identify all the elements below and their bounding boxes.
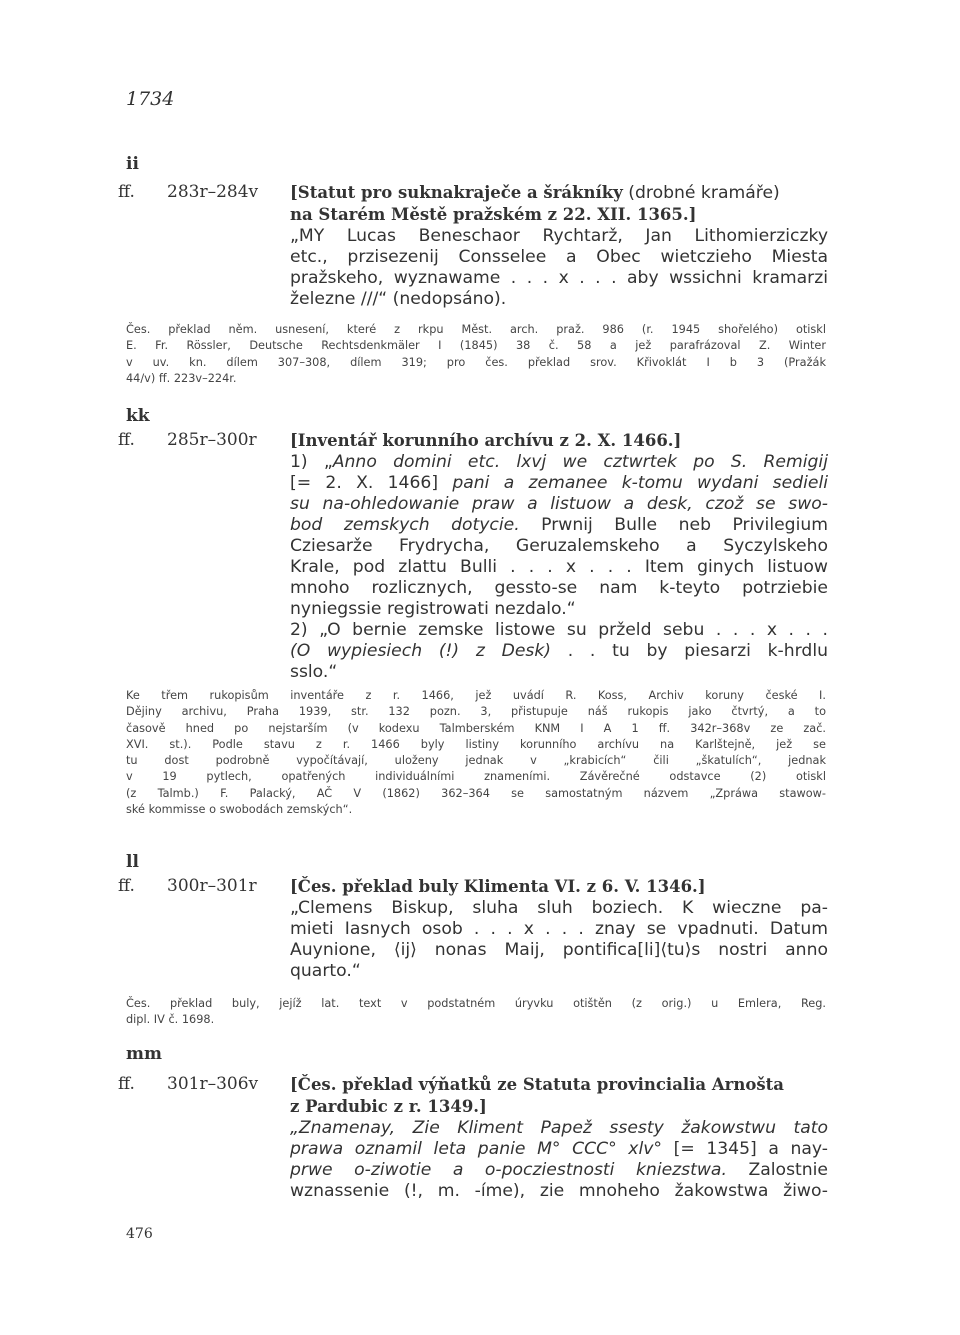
note-line: Dějiny archivu, Praha 1939, str. 132 pozn. 3, přistupuje náš rukopis jako čtvrtý, a to — [126, 705, 826, 719]
entry-body-ii — [290, 182, 828, 310]
entry-title: [Inventář korunního archívu z 2. X. 1466.] — [290, 431, 682, 450]
text-line: mieti Iasnych osob . . . x . . . znay se vpadnuti. Datum — [290, 919, 828, 939]
entry-title: [Čes. překlad výňatků ze Statuta provincialia Arnošta — [290, 1075, 784, 1094]
folio-range: 285r–300r — [167, 430, 257, 450]
text-line: „MY Lucas Beneschaor Rychtarž, Jan Lithomierziczky — [290, 226, 828, 246]
folio-range: 283r–284v — [167, 182, 259, 202]
note-line: Čes. překlad něm. usnesení, které z rkpu Měst. arch. praž. 986 (r. 1945 shořelého) otiskl — [126, 323, 826, 336]
note-line: v uv. kn. dílem 307–308, dílem 319; pro čes. překlad srov. Křivoklát I b 3 (Pražák — [126, 355, 826, 369]
folio-label: ff. — [118, 1074, 135, 1094]
note-line: Ke třem rukopisům inventáře z r. 1466, jež uvádí R. Koss, Archiv koruny české I. — [126, 689, 826, 702]
text-line: Cziesarže Frydrycha, Geruzalemskeho a Syczylskeho — [290, 536, 828, 556]
folio-label: ff. — [118, 876, 135, 896]
folio-label: ff. — [118, 430, 135, 450]
entry-body-ll — [290, 876, 828, 982]
note-line: dipl. IV č. 1698. — [126, 1013, 215, 1027]
text-line: „Clemens Biskup, sluha sluh boziech. K wieczne pa- — [290, 898, 828, 918]
entry-id-kk: kk — [126, 406, 150, 426]
folio-range: 301r–306v — [167, 1074, 259, 1094]
text-line: (O wypiesiech (!) z Desk) . . tu by piesarzi k-hrdlu — [290, 641, 828, 661]
text-line: železne ///“ (nedopsáno). — [290, 289, 507, 309]
text-line: su na-ohledowanie praw a listuow a desk, czož se swo- — [290, 494, 828, 514]
entry-title-suffix: (drobné kramáře) — [622, 183, 780, 203]
note-line: časově hned po nejstarším (v kodexu Talmberském KNM I A 1 ff. 342r–368v ze zač. — [126, 721, 826, 735]
text-line: pražskeho, wyznawame . . . x . . . aby wssichni kramarzi — [290, 268, 828, 288]
page-number-header: 1734 — [126, 88, 175, 110]
text-line: quarto.“ — [290, 961, 361, 981]
text-line: Krale, pod zlattu Bulli . . . x . . . Item ginych listuow — [290, 557, 828, 577]
entry-note-kk — [126, 688, 826, 818]
note-line: E. Fr. Rössler, Deutsche Rechtsdenkmäler I (1845) 38 č. 58 a jež parafrázoval Z. Winter — [126, 339, 826, 353]
entry-note-ll — [126, 996, 826, 1029]
text-line: nyniegssie registrowati nezdalo.“ — [290, 599, 576, 619]
text-line: „Znamenay, Zie Kliment Papež ssesty žakowstwu tato — [290, 1118, 828, 1138]
entry-id-ii: ii — [126, 154, 139, 174]
note-line: v 19 pytlech, opatřených individuálními znameními. Závěrečné odstavce (2) otiskl — [126, 770, 826, 784]
text-line: 1) „Anno domini etc. lxvj we cztwrtek po S. Remigij — [290, 452, 828, 472]
text-line: Auynione, ⟨ij⟩ nonas Maij, pontifica[li]⟨tu⟩s nostri anno — [290, 940, 828, 960]
text-line: [= 2. X. 1466] pani a zemanee k-tomu wydani sedieli — [290, 473, 828, 493]
text-line: etc., przisezenij Consselee a Obec wietczieho Miesta — [290, 247, 828, 267]
folio-range: 300r–301r — [167, 876, 257, 896]
entry-body-kk — [290, 430, 828, 683]
entry-id-ll: ll — [126, 852, 139, 872]
text-line: 2) „O bernie zemske listowe su prželd sebu . . . x . . . — [290, 620, 828, 640]
note-line: Čes. překlad buly, jejíž lat. text v podstatném úryvku otištěn (z orig.) u Emlera, Reg. — [126, 997, 826, 1010]
entry-title-line: na Starém Městě pražském z 22. XII. 1365.] — [290, 205, 697, 224]
folio-label: ff. — [118, 182, 135, 202]
entry-title: [Čes. překlad buly Klimenta VI. z 6. V. 1346.] — [290, 877, 706, 896]
note-line: 44/v) ff. 223v–224r. — [126, 371, 237, 385]
note-line: ské kommisse o swobodách zemských“. — [126, 803, 353, 817]
entry-note-ii — [126, 322, 826, 387]
text-line: bod zemskych dotycie. Prwnij Bulle neb Privilegium — [290, 515, 828, 535]
entry-title-line: z Pardubic z r. 1349.] — [290, 1097, 487, 1116]
page-number-footer: 476 — [126, 1226, 153, 1242]
entry-body-mm — [290, 1074, 828, 1202]
note-line: (z Talmb.) F. Palacký, AČ V (1862) 362–364 se samostatným názvem „Zpráwa stawow- — [126, 786, 826, 800]
text-line: mnoho rozlicznych, gessto-se nam k-teyto potrziebie — [290, 578, 828, 598]
text-line: wznassenie (!, m. -íme), zie mnoheho žakowstwa žiwo- — [290, 1181, 828, 1201]
entry-id-mm: mm — [126, 1044, 162, 1064]
text-line: prwe o-ziwotie a o-pocziestnosti kniezstwa. Zalostnie — [290, 1160, 829, 1180]
entry-title: [Statut pro suknakraječe a šrákníky — [290, 183, 623, 202]
text-line: sslo.“ — [290, 662, 338, 682]
text-line: prawa oznamil leta panie M° CCC° xlv° [= 1345] a nay- — [290, 1139, 828, 1159]
note-line: tu dost podrobně vypočítávají, uloženy jednak v „krabicích“ čili „škatulích“, jednak — [126, 754, 826, 768]
note-line: XVI. st.). Podle stavu z r. 1466 byly listiny korunního archívu na Karlštejně, jež se — [126, 737, 826, 751]
